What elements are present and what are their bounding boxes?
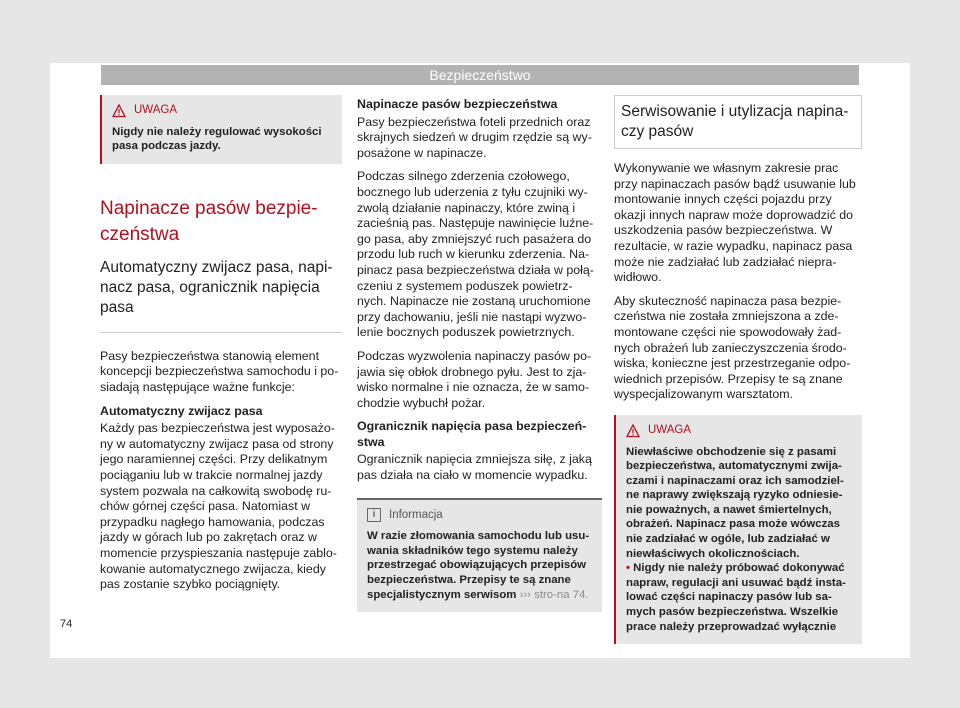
subsection-title: Automatyczny zwijacz pasa, napi-nacz pasa, ogranicznik napięcia pasa (100, 258, 342, 333)
warning-bullet-text: Nigdy nie należy próbować dokonywać napraw, regulacji ani usuwać bądź insta-lować części napinaczy pasów lub sa-mych pasów bezpieczeństwa. Wszelkie prace należy przeprowadzać wyłącznie (626, 562, 846, 633)
page-reference-link[interactable]: ››› stro-na 74. (519, 588, 589, 601)
info-text (367, 529, 592, 602)
bullet-icon: • (626, 562, 630, 575)
paragraph-heading: Napinacze pasów bezpieczeństwa (357, 97, 558, 111)
info-label: Informacja (389, 508, 443, 521)
paragraph: Podczas silnego zderzenia czołowego, bocznego lub uderzenia z tyłu czujniki wy-zwolą działanie napinaczy, które zwiną i zacieśnią pas. Następuje nawinięcie luźne-go pasa, aby zmniejszyć ruch pasażera do przodu lub ruch w kierunku zderzenia. Na-pinacz pasa bezpieczeństwa działa w połą-czeniu z systemem poduszek powietrz-nych. Napinacze nie zostaną uruchomione przy dachowaniu, jeśli nie nastąpi wyzwo-lenie bocznych poduszek powietrznych. (357, 169, 594, 340)
warning-text: Niewłaściwe obchodzenie się z pasami bezpieczeństwa, automatycznymi zwija-czami i napinaczami oraz ich samodziel-ne naprawy zwiększają ryzyko odniesie-nie poważnych, a nawet śmiertelnych, obrażeń. Napinacz pasa może wówczas nie zadziałać w ogóle, lub zadziałać w niewłaściwych okolicznościach. (626, 445, 844, 560)
warning-header (112, 103, 332, 119)
info-body: W razie złomowania samochodu lub usu-wania składników tego systemu należy przestrzegać obowiązujących przepisów bezpieczeństwa. Przepisy te są znane specjalistycznym serwisom (367, 530, 590, 601)
column-3 (614, 95, 862, 654)
warning-label: UWAGA (648, 423, 692, 436)
paragraph: Podczas wyzwolenia napinaczy pasów po-jawia się obłok drobnego pyłu. Jest to zja-wisko normalne i nie oznacza, że w samo-chodzie wybuchł pożar. (357, 348, 592, 410)
warning-box (614, 415, 862, 644)
warning-bullet-item (626, 561, 852, 634)
paragraph: Aby skuteczność napinacza pasa bezpie-czeństwa nie została zmniejszona a zde-montowane części nie spowodowały żad-nych obrażeń lub zanieczyszczenia środo-wiska, konieczne jest przestrzeganie odpo-wiednich przepisów. Przepisy te są znane wyspecjalizowanym warsztatom. (614, 293, 851, 402)
paragraph-heading: Ogranicznik napięcia pasa bezpieczeń-stwa (357, 419, 587, 449)
page-header: Bezpieczeństwo (101, 65, 859, 85)
paragraph: Pasy bezpieczeństwa stanowią element koncepcji bezpieczeństwa samochodu i po-siadają następujące ważne funkcje: (100, 348, 339, 394)
warning-text: Nigdy nie należy regulować wysokości pasa podczas jazdy. (112, 125, 322, 153)
warning-triangle-icon (112, 104, 126, 118)
paragraph: Wykonywanie we własnym zakresie prac przy napinaczach pasów bądź usuwanie lub montowanie innych części pojazdu przy okazji innych napraw może doprowadzić do uszkodzenia pasów bezpieczeństwa. W rezultacie, w razie wypadku, napinacz pasa może nie zadziałać lub zadziałać niepra-widłowo. (614, 161, 856, 285)
column-1 (100, 95, 342, 601)
paragraph: Każdy pas bezpieczeństwa jest wyposażo-ny w automatyczny zwijacz pasa od strony jego naramiennej części. Przy delikatnym pociąganiu lub w trakcie normalnej jazdy system pozwala na całkowitą swobodę ru-chów górnej części pasa. Natomiast w przypadku nagłego hamowania, podczas jazdy w górach lub po zakrętach oraz w momencie przyspieszania następuje zablo-kowanie automatycznego zwijacza, kiedy pas zostanie szybko pociągnięty. (100, 421, 337, 592)
warning-triangle-icon (626, 424, 640, 438)
paragraph-heading: Automatyczny zwijacz pasa (100, 403, 263, 418)
warning-label: UWAGA (134, 104, 178, 116)
paragraph: Pasy bezpieczeństwa foteli przednich oraz skrajnych siedzeń w drugim rzędzie są wy-posażone w napinacze. (357, 114, 592, 160)
paragraph: Ogranicznik napięcia zmniejsza siłę, z jaką pas działa na ciało w momencie wypadku. (357, 452, 592, 483)
warning-box (100, 95, 342, 164)
column-2 (357, 97, 602, 612)
info-box (357, 498, 602, 613)
boxed-section-title: Serwisowanie i utylizacja napina-czy pasów (614, 95, 862, 149)
section-title: Napinacze pasów bezpie-czeństwa (100, 197, 318, 245)
warning-header (626, 423, 852, 439)
info-header (367, 508, 592, 524)
page-number: 74 (60, 618, 73, 630)
info-icon: i (367, 508, 381, 522)
